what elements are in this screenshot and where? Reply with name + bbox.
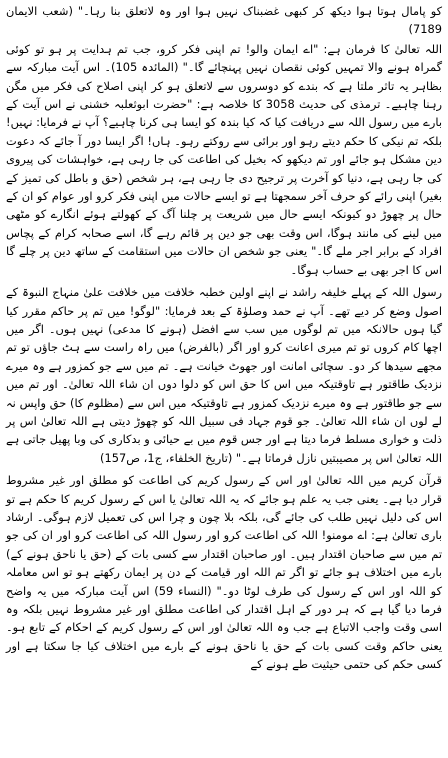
hadith-closing-paragraph: کو پامال ہوتا ہوا دیکھ کر کبھی غضبناک نہیں ہوا اور وہ لاتعلق بنا رہا۔" (شعب الایمان 7189) <box>6 4 442 37</box>
quran-verse-explanation-paragraph: اللہ تعالیٰ کا فرمان ہے: "اے ایمان والو! تم اپنی فکر کرو، جب تم ہدایت پر ہو تو کوئی گمراہ ہونے والا تمہیں کوئی نقصان نہیں پہنچائے گا۔" (المائدہ 105)۔ اس آیت مبارکہ سے بظاہر یہ تاثر ملتا ہے کہ بندے کو دوسروں سے لاتعلق ہو کر اپنی اصلاح کی فکر میں مگن رہنا چاہیے۔ ترمذی کی حدیث 3058 کا خلاصہ ہے: "حضرت ابوثعلبہ خشنی نے اس آیت کے بارے میں رسول اللہ سے دریافت کیا کہ کیا بندہ کو ایسا ہی کرنا چاہیے؟ آپ نے فرمایا: نہیں! بلکہ تم نیکی کا حکم دیتے رہو اور برائی سے روکتے رہو۔ ہاں! اگر ایسا دور آ جائے کہ دعوت دین مشکل ہو جائے اور تم دیکھو کہ بخیل کی اطاعت کی جا رہی ہے، خواہشات کی پیروی کی جا رہی ہے، دنیا کو آخرت پر ترجیح دی جا رہی ہے، ہر شخص (حق و باطل کی تمیز کے بغیر) اپنی رائے کو حرف آخر سمجھتا ہے تو ایسے حالات میں اپنی فکر کرو اور عوام کو ان کے حال پر چھوڑ دو کیونکہ ایسے حال میں شریعت پر چلنا آگ کے کھولتے ہوئے انگارے کو مٹھی میں لینے کی مانند ہوگا، اس وقت بھی جو دین پر قائم رہے گا، اسے صحابہ کرام کے پچاس افراد کے برابر اجر ملے گا۔" یعنی جو شخص ان حالات میں استقامت کے ساتھ دین پر چلے گا اس کا اجر بھی بے حساب ہوگا۔ <box>6 41 443 277</box>
obedience-authority-paragraph: قرآن کریم میں اللہ تعالیٰ اور اس کے رسول کریم کی اطاعت کو مطلق اور غیر مشروط قرار دیا ہے۔ یعنی جب یہ علم ہو جائے کہ یہ اللہ تعالیٰ یا اس کے رسول کریم کا حکم ہے تو اس کی دلیل نہیں طلب کی جائے گی، بلکہ بلا چون و چرا اس کی تعمیل لازم ہوگی۔ ارشاد باری تعالیٰ ہے: اے مومنو! اللہ کی اطاعت کرو اور رسول اللہ کی اطاعت کرو اور ان کی جو تم میں سے صاحبان اقتدار ہیں۔ اور صاحبان اقتدار سے کسی بات کے (حق یا ناحق ہونے کے) بارے میں اختلاف ہو جائے تو اگر تم اللہ اور قیامت کے دن پر ایمان رکھتے ہو تو اس معاملہ کو اللہ اور اس کے رسول کی طرف لوٹا دو۔" (النساء 59) اس آیت مبارکہ میں یہ واضح فرما دیا گیا ہے کہ ہر دور کے اہل اقتدار کی اطاعت مطلق اور غیر مشروط نہیں بلکہ وہ اسی وقت واجب الاتباع ہے جب وہ اللہ تعالیٰ اور اس کے رسول کریم کے احکام کے تابع ہو۔ یعنی حاکم وقت کسی بات کے حق یا ناحق ہونے کے بارے میں اختلاف کیا جا سکتا ہے اور کسی حکم کی حتمی حیثیت طے ہونے کے <box>6 473 442 672</box>
caliph-sermon-paragraph: رسول اللہ کے پہلے خلیفہ راشد نے اپنے اولین خطبہ خلافت میں خلافت علیٰ منہاج النبوۃ کے اصول وضع کر دیے تھے۔ آپ نے حمد وصلوٰۃ کے بعد فرمایا: "لوگو! میں تم پر حاکم مقرر کیا گیا ہوں حالانکہ میں تم لوگوں میں سب سے افضل (ہونے کا مدعی) نہیں ہوں۔ اگر میں اچھا کام کروں تو تم میری اعانت کرو اور اگر (بالفرض) میں راہ راست سے ہٹ جاؤں تو تم مجھے سیدھا کر دو۔ سچائی امانت اور جھوٹ خیانت ہے۔ تم میں سے جو کمزور ہے وہ میرے نزدیک طاقتور ہے تاوقتیکہ میں اس کا حق اس کو دلوا دوں ان شاء اللہ تعالیٰ۔ اور تم میں سے جو طاقتور ہے وہ میرے نزدیک کمزور ہے تاوقتیکہ میں اس سے (مظلوم کا) حق واپس نہ لے لوں ان شاء اللہ تعالیٰ۔ جو قوم جہاد فی سبیل اللہ کو چھوڑ دیتی ہے اللہ تعالیٰ اس پر ذلت و خواری مسلط فرما دیتا ہے اور جس قوم میں بے حیائی و بدکاری کی وبا پھیل جاتی ہے اللہ تعالیٰ اس پر مصیبتیں نازل فرماتا ہے۔" (تاریخ الخلفاء، ج1، ص157) <box>6 285 442 465</box>
